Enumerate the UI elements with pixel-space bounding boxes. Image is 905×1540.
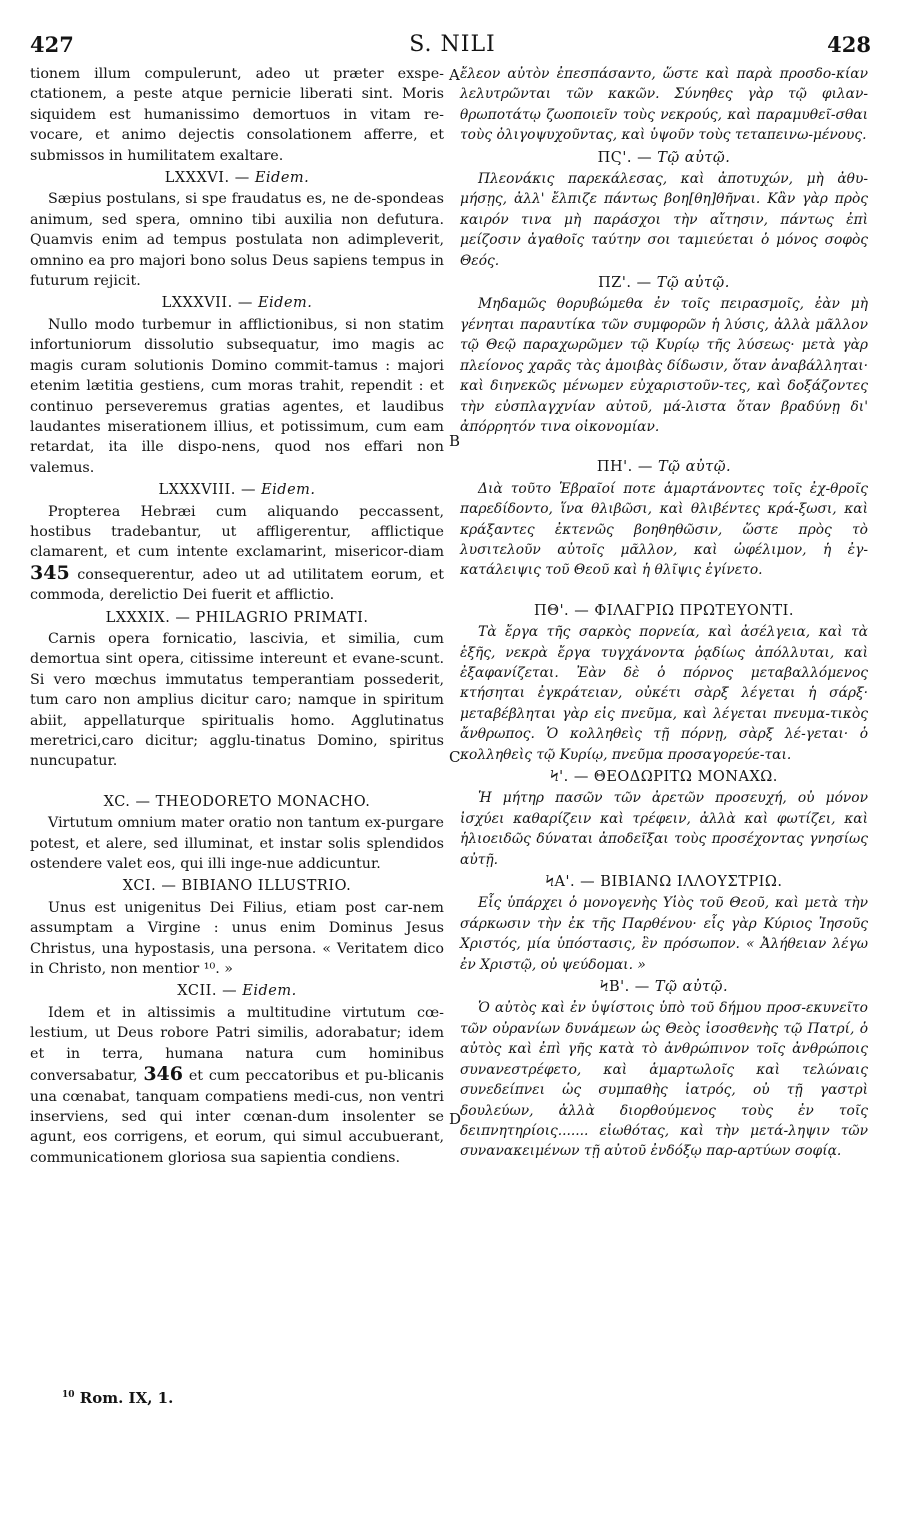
latin-heading-90: XC. — THEODORETO MONACHO. — [103, 793, 371, 810]
latin-heading-86: LXXXVI. — Eidem. — [164, 170, 310, 187]
latin-paragraph-88: Propterea Hebræi cum aliquando peccassent, hostibus tradebantur, ut affligerentur, afflictique clamarent, et cum intente exclamarint, misericor-diam 345 consequerentur, adeo ut ad utilitatem eorum, et commoda, derelictio Dei fuerit et afflictio. — [30, 503, 444, 604]
latin-paragraph-85-end: tionem illum compulerunt, adeo ut præter exspe-ctationem, a peste atque pernicie liberati sint. Moris siquidem est humanissimo demortuos in vitam re-vocare, et animo dejectis consolationem afferre, et submissos in humilitatem exaltare. — [30, 66, 444, 164]
greek-paragraph-91: Εἷς ὑπάρχει ὁ μονογενὴς Υἱὸς τοῦ Θεοῦ, καὶ μετὰ τὴν σάρκωσιν τὴν ἐκ τῆς Παρθένου· εἷς γὰρ Κύριος Ἰησοῦς Χριστός, μία ὑπόστασις, ἓν πρόσωπον. « Ἀλήθειαν λέγω ἐν Χριστῷ, οὐ ψεύδομαι. » — [460, 895, 868, 973]
latin-heading-88: LXXXVIII. — Eidem. — [158, 482, 316, 499]
latin-heading-91: XCI. — BIBIANO ILLUSTRIO. — [122, 878, 352, 895]
greek-paragraph-87: Μηδαμῶς θορυβώμεθα ἐν τοῖς πειρασμοῖς, ἐὰν μὴ γένηται παραυτίκα τῶν συμφορῶν ἡ λύσις, ἀλλὰ μᾶλλον τῷ Θεῷ παραχωρῶμεν τῷ Κυρίῳ τῆς λύσεως· μετὰ γὰρ πλείονος χαρᾶς τὰς ἀμοιβὰς δίδωσιν, ὅταν ἀναβάλληται· καὶ διηνεκῶς μένωμεν εὐχαριστοῦν-τες, καὶ δοξάζοντες τὴν εὐσπλαγχνίαν αὐτοῦ, μά-λιστα ὅταν βραδύνῃ δι' ἀπόρρητόν τινα οἰκονομίαν. — [460, 296, 868, 435]
greek-heading-87: ΠΖ'. — Τῷ αὐτῷ. — [598, 275, 730, 292]
latin-paragraph-89: Carnis opera fornicatio, lascivia, et similia, cum demortua sint opera, citissime intereunt et evane-scunt. Si vero mœchus immutatus temperantiam possederit, tum caro non amplius dicitur caro; namque in spiritum abiit, appellaturque spiritualis homo. Agglutinatus meretrici,caro dicitur; agglu-tinatus Domino, spiritus nuncupatur. — [30, 630, 444, 770]
running-title: S. NILI — [409, 32, 496, 57]
right-page-number: 428 — [827, 32, 871, 57]
greek-heading-88: ΠΗ'. — Τῷ αὐτῷ. — [596, 459, 732, 476]
greek-paragraph-89: Τὰ ἔργα τῆς σαρκὸς πορνεία, καὶ ἀσέλγεια, καὶ τὰ ἑξῆς, νεκρὰ ἔργα τυγχάνοντα ῥᾳδίως ἀπόλλυται, καὶ ἐξαφανίζεται. Ἐὰν δὲ ὁ πόρνος μεταβαλλόμενος κτήσηται ἐγκράτειαν, οὐκέτι σὰρξ λέγεται ἡ σάρξ· μεταβέβληται γὰρ εἰς πνεῦμα, καὶ λέγεται πνευμα-τικὸς ἄνθρωπος. Ὁ κολληθεὶς τῇ πόρνῃ, σὰρξ λέ-γεται· ὁ κολληθεὶς τῷ Κυρίῳ, πνεῦμα προσαγορεύε-ται. — [460, 624, 868, 763]
greek-heading-92: ϞΒ'. — Τῷ αὐτῷ. — [599, 979, 729, 996]
greek-heading-90: Ϟ'. — ΘΕΟΔΩΡΙΤΩ ΜΟΝΑΧΩ. — [550, 769, 778, 785]
latin-heading-87: LXXXVII. — Eidem. — [161, 295, 313, 312]
left-page-number: 427 — [30, 32, 74, 57]
footnote-text: Rom. IX, 1. — [79, 1389, 174, 1407]
latin-heading-92: XCII. — Eidem. — [177, 983, 297, 1000]
column-number-345: 345 — [30, 561, 70, 584]
greek-column — [460, 64, 868, 1162]
latin-paragraph-87: Nullo modo turbemur in afflictionibus, si non statim infortuniorum dissolutio subsequatur, imo magis ac magis curam solutionis Domino commit-tamus : majori etenim lætitia gestiens, cum moras trahit, rependit : et continuo perseveremus gratias agentes, et laudibus laudantes miserationem illius, et potissimum, cum eam retardat, ita ille dispo-nens, quod nos effari non valemus. — [30, 316, 444, 476]
latin-paragraph-92: Idem et in altissimis a multitudine virtutum cœ-lestium, ut Deus robore Patri similis, adorabatur; idem et in terra, humana natura cum hominibus conversabatur, 346 et cum peccatoribus et pu-blicanis una cœnabat, tanquam compatiens medi-cus, non ventri inserviens, sed qui inter cœnan-dum insolenter se agunt, eos corrigens, et eorum, qui simul accubuerant, communicationem gloriosa sua sapientia condiens. — [30, 1004, 445, 1166]
margin-marker-d: D — [449, 1110, 462, 1128]
margin-marker-a: A — [449, 66, 460, 84]
latin-paragraph-90: Virtutum omnium mater oratio non tantum ex-purgare potest, et alere, sed illuminat, et instar solis splendidos ostendere valet eos, qui illi inge-nue addicuntur. — [30, 815, 444, 873]
greek-paragraph-85-end: ἔλεον αὐτὸν ἐπεσπάσαντο, ὥστε καὶ παρὰ προσδο-κίαν λελυτρῶνται τῶν κακῶν. Σύνηθες γὰρ τῷ φιλαν-θρωποτάτῳ ζωοποιεῖν τοὺς νεκρούς, καὶ παραμυθεῖ-σθαι τοὺς ὀλιγοψυχοῦντας, καὶ ὑψοῦν τοὺς τεταπεινω-μένους. — [460, 66, 868, 144]
footnote — [62, 1389, 173, 1407]
latin-heading-89: LXXXIX. — PHILAGRIO PRIMATI. — [105, 609, 369, 626]
footnote-number: 10 — [62, 1390, 75, 1400]
latin-paragraph-86: Sæpius postulans, si spe fraudatus es, ne de-spondeas animum, sed spera, omnino tibi auxilia non defutura. Quamvis enim ad tempus postulata non adimpleverit, omnino ea pro majori bono solus Deus sapiens tempus in futurum rejicit. — [30, 191, 444, 290]
margin-marker-b: B — [449, 432, 461, 450]
greek-paragraph-90: Ἡ μήτηρ πασῶν τῶν ἀρετῶν προσευχή, οὐ μόνον ἰσχύει καθαρίζειν καὶ τρέφειν, ἀλλὰ καὶ φωτίζει, καὶ ἡλιοειδῶς δύναται ἀποδεῖξαι τοὺς προσέχοντας γνησίως αὐτῇ. — [460, 790, 868, 868]
greek-heading-89: ΠΘ'. — ΦΙΛΑΓΡΙΩ ΠΡΩΤΕΥΟΝΤΙ. — [534, 602, 794, 619]
margin-marker-c: C — [449, 748, 461, 766]
page-header — [0, 30, 905, 62]
greek-heading-91: ϞΑ'. — ΒΙΒΙΑΝΩ ΙΛΛΟΥΣΤΡΙΩ. — [545, 874, 783, 891]
column-number-346: 346 — [143, 1063, 183, 1086]
greek-paragraph-86: Πλεονάκις παρεκάλεσας, καὶ ἀποτυχών, μὴ ἀθυ-μήσῃς, ἀλλ' ἔλπιζε πάντως βοη[θη]θῆναι. Κἂν γὰρ πρὸς καιρόν τινα μὴ παράσχοι τὴν αἴτησιν, πάντως ἐπὶ μείζοσιν ἀγαθοῖς ταύτην σοι ταμιεύεται ὁ μόνος σοφὸς Θεός. — [460, 171, 868, 269]
greek-paragraph-92: Ὁ αὐτὸς καὶ ἐν ὑψίστοις ὑπὸ τοῦ δήμου προσ-εκυνεῖτο τῶν οὐρανίων δυνάμεων ὡς Θεὸς ἰσοσθενὴς τῷ Πατρί, ὁ αὐτὸς καὶ ἐπὶ γῆς κατὰ τὸ ἀνθρώπινον τοῖς ἀνθρώποις συνανεστρέφετο, καὶ ἁμαρτωλοῖς καὶ τελώναις συνεδείπνει ὡς συμπαθὴς ἰατρός, οὐ τῇ γαστρὶ δουλεύων, ἀλλὰ διορθούμενος τοὺς ἐν τοῖς δειπνητηρίοις....... εἰωθότας, καὶ τὴν μετά-ληψιν τῶν συνανακειμένων τῇ αὐτοῦ ἐνδόξῳ παρ-αρτύων σοφίᾳ. — [460, 1000, 868, 1160]
latin-column — [30, 64, 444, 1168]
greek-paragraph-88: Διὰ τοῦτο Ἑβραῖοί ποτε ἁμαρτάνοντες τοῖς ἐχ-θροῖς παρεδίδοντο, ἵνα θλιβῶσι, καὶ θλιβέντες κρά-ξωσι, καὶ κράξαντες ἐκτενῶς βοηθηθῶσιν, ὥστε πρὸς τὸ λυσιτελοῦν αὐτοῖς μᾶλλον, καὶ ὠφέλιμον, ἡ ἐγ-κατάλειψις τοῦ Θεοῦ καὶ ἡ θλῖψις ἐγίνετο. — [460, 480, 868, 579]
latin-paragraph-91: Unus est unigenitus Dei Filius, etiam post car-nem assumptam a Virgine : unus enim Dominus Jesus Christus, una hypostasis, una persona. « Veritatem dico in Christo, non mentior ¹⁰. » — [30, 899, 444, 978]
greek-heading-86: ΠϚ'. — Τῷ αὐτῷ. — [597, 149, 731, 166]
